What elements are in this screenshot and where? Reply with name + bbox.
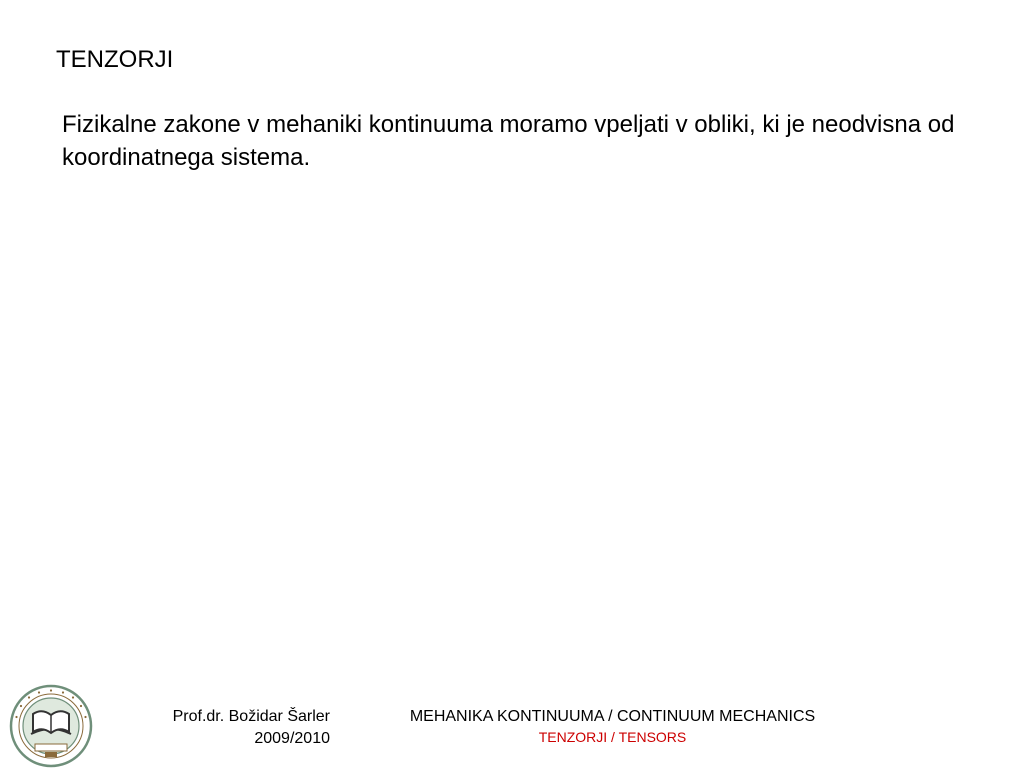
university-seal-icon <box>9 684 93 768</box>
slide-title: TENZORJI <box>56 46 174 73</box>
course-title: MEHANIKA KONTINUUMA / CONTINUUM MECHANICS <box>409 708 816 725</box>
author-name: Prof.dr. Božidar Šarler <box>172 708 330 725</box>
author-block <box>118 706 330 750</box>
course-subtitle: TENZORJI / TENSORS <box>538 729 687 745</box>
academic-year: 2009/2010 <box>254 730 330 747</box>
course-footer <box>340 706 885 746</box>
slide-body-text: Fizikalne zakone v mehaniki kontinuuma moramo vpeljati v obliki, ki je neodvisna od koordinatnega sistema. <box>62 111 955 171</box>
